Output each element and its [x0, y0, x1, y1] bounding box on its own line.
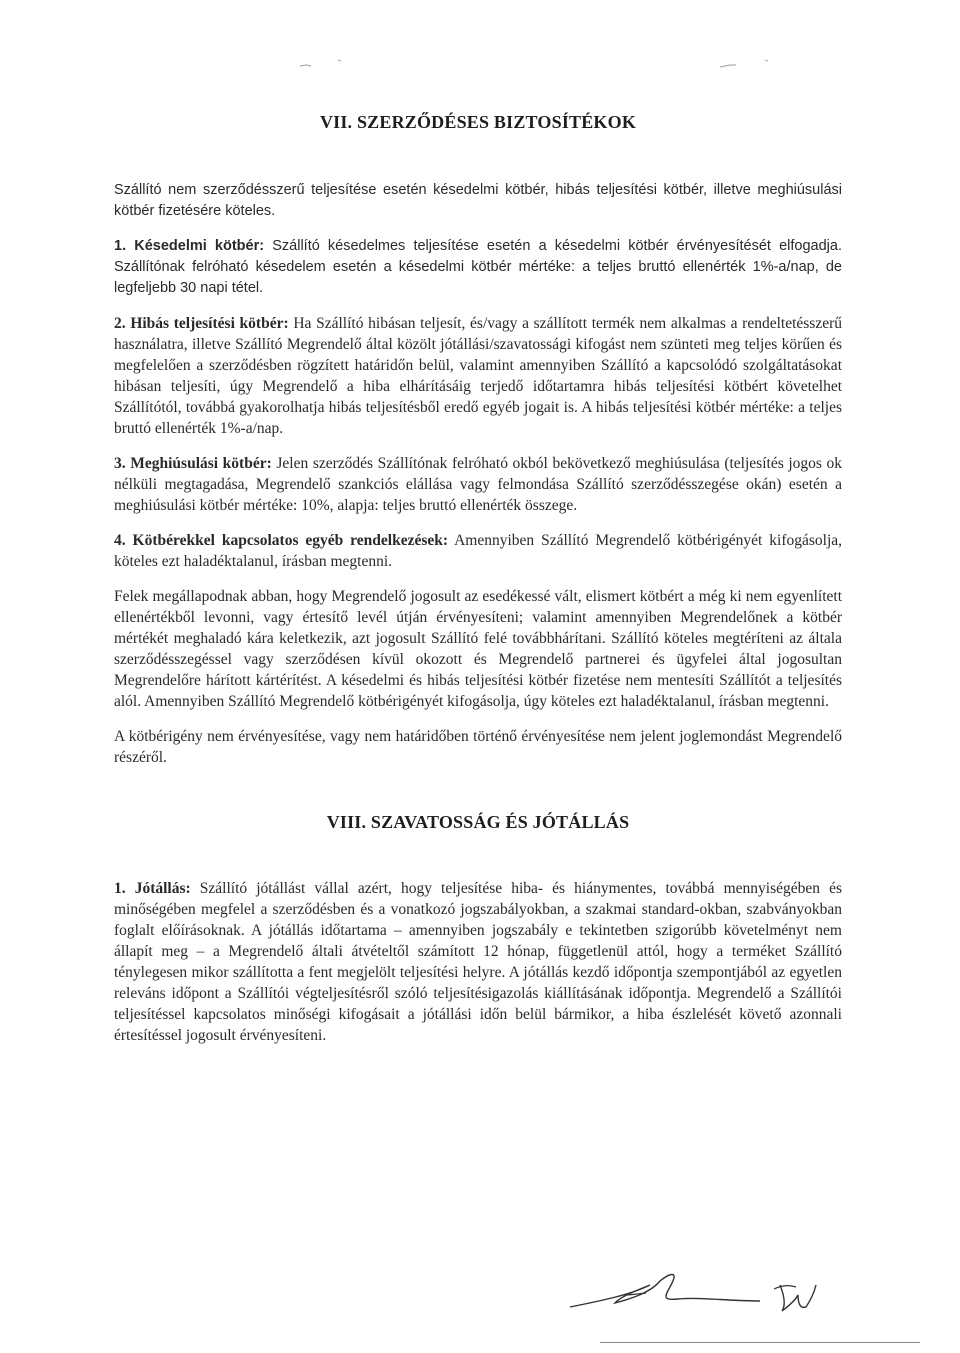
viii-item-1 [114, 878, 842, 1046]
vii-item-2-term: Hibás teljesítési kötbér: [130, 315, 289, 332]
viii-item-1-text: Szállító jótállást vállal azért, hogy teljesítése hiba- és hiánymentes, továbbá mennyiségében és minőségében megfelel a szerződésben és a vonatkozó jogszabályokban, a szakmai standard-okban, szabványokban foglalt előírásoknak. A jótállás időtartama – amennyiben jogszabály e tekintetben szigorúbb követelményt nem állapít meg – a Megrendelő általi átvételtől számított 12 hónap, függetlenül attól, hogy a terméket Szállító ténylegesen mikor szállította a fent megjelölt teljesítési helyre. A jótállás kezdő időpontja szempontjából az egyetlen releváns időpont a Szállítói végteljesítésről szóló teljesítésigazolás kiállításának időpontja. Megrendelő a Szállítói teljesítéssel kapcsolatos minőségi kifogásait a jótállási időn belül bármikor, a hiba észlelését követő azonnali értesítéssel jogosult érvényesíteni. [114, 880, 843, 1044]
vii-item-1-term: Késedelmi kötbér: [134, 238, 265, 254]
vii-item-1 [114, 236, 842, 299]
vii-para-felek: Felek megállapodnak abban, hogy Megrendelő jogosult az esedékessé vált, elismert kötbért a még ki nem egyenlített ellenértékből levonni, vagy értesítő levél útján érvényesíteni; valamint amennyiben Megrendelőnek a kötbér mértékét meghaladó kára keletkezik, azt jogosult Szállító felé továbbhárítani. Szállító köteles megtéríteni az általa szerződésszegéssel vagy szerződésen kívül okozott és Megrendelő partnerei és ügyfelei által jogosultan Megrendelőre hárított kártérítést. A késedelmi és hibás teljesítési kötbér fizetése nem mentesíti Szállítót a teljesítés alól. Amennyiben Szállító Megrendelő kötbérigényét kifogásolja, úgy köteles ezt haladéktalanul, írásban megtenni. [114, 588, 842, 710]
vii-item-4 [114, 530, 842, 572]
vii-item-2-text: Ha Szállító hibásan teljesít, és/vagy a szállított termék nem alkalmas a rendeltetésszerű használatra, illetve Szállító Megrendelő által közölt jótállási/szavatossági kifogást nem szünteti meg teljes körűen és megfelelően a szerződésben rögzített határidőn belül, valamint amennyiben Szállító a kapcsolódó szolgáltatásokat hibásan teljesíti, úgy Megrendelő a hiba elhárításáig terjedő időtartamra hibás teljesítési kötbért követelhet Szállítótól, továbbá gyakorolhatja hibás teljesítésből eredő egyéb jogait is. A hibás teljesítési kötbér mértéke: a teljes bruttó ellenérték 1%-a/nap. [114, 315, 842, 437]
bottom-rule [600, 1342, 920, 1343]
vii-item-1-number: 1. [114, 238, 127, 254]
vii-item-2-number: 2. [114, 315, 126, 332]
handwritten-signatures [560, 1255, 830, 1325]
vii-item-3-term: Meghiúsulási kötbér: [130, 455, 272, 472]
vii-item-3 [114, 453, 842, 516]
section-viii-title: VIII. SZAVATOSSÁG ÉS JÓTÁLLÁS [326, 812, 630, 832]
vii-item-4-term: Kötbérekkel kapcsolatos egyéb rendelkezések: [132, 532, 449, 549]
vii-item-4-text: Amennyiben Szállító Megrendelő kötbérigényét kifogásolja, köteles ezt haladéktalanul, írásban megtenni. [114, 532, 843, 570]
vii-item-2 [114, 313, 842, 439]
vii-item-4-number: 4. [114, 532, 126, 549]
section-vii-title: VII. SZERZŐDÉSES BIZTOSÍTÉKOK [319, 112, 637, 132]
viii-item-1-term: Jótállás: [134, 880, 191, 897]
scan-specks [0, 0, 960, 80]
document-page [114, 112, 842, 1060]
vii-item-1-text: Szállító késedelmes teljesítése esetén a késedelmi kötbér érvényesítését elfogadja. Szállítónak felróható késedelem esetén a késedelmi kötbér mértéke: a teljes bruttó ellenérték 1%-a/nap, de legfeljebb 30 napi tétel. [114, 238, 842, 296]
viii-item-1-number: 1. [114, 880, 126, 897]
vii-item-3-number: 3. [114, 455, 126, 472]
vii-item-3-text: Jelen szerződés Szállítónak felróható okból bekövetkező meghiúsulása (teljesítés jogos ok nélküli megtagadása, Megrendelő szankciós elállása vagy felmondása Szállító szerződésszegése okán) esetén a meghiúsulási kötbér mértéke: 10%, alapja: teljes bruttó ellenérték összege. [114, 455, 843, 514]
section-vii-intro: Szállító nem szerződésszerű teljesítése esetén késedelmi kötbér, hibás teljesítési kötbér, illetve meghiúsulási kötbér fizetésére köteles. [114, 182, 842, 219]
vii-para-kotberigeny: A kötbérigény nem érvényesítése, vagy nem határidőben történő érvényesítése nem jelent joglemondást Megrendelő részéről. [114, 728, 842, 766]
